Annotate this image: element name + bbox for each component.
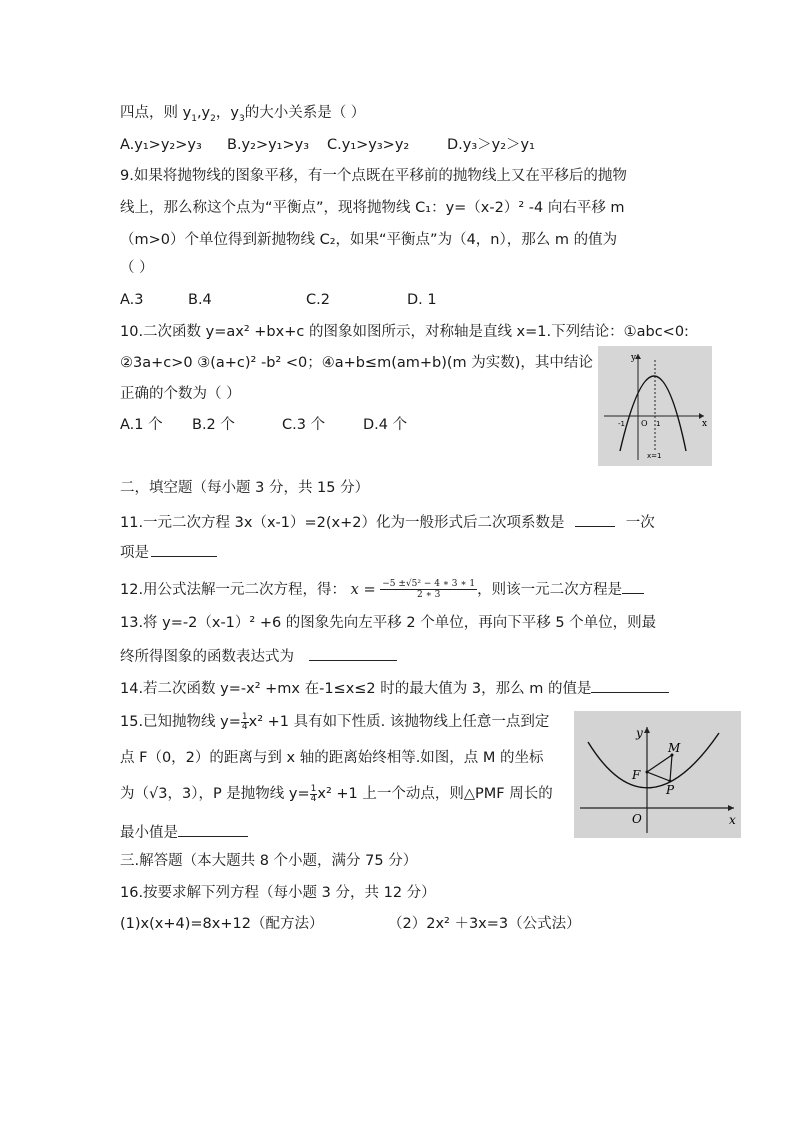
- q13-line-2: 终所得图象的函数表达式为: [120, 644, 397, 667]
- q8-option-d: D.y₃＞y₂＞y₁: [447, 137, 535, 153]
- q8-option-b: B.y₂>y₁>y₃: [227, 137, 310, 153]
- q11-blank-1[interactable]: [575, 510, 615, 527]
- q10-option-b: B.2 个: [192, 417, 235, 433]
- q10-option-a: A.1 个: [120, 417, 163, 433]
- q15-line-3: 为（√3，3），P 是抛物线 y= $\frac{1}{4}$ x² +1 上一个动点，则△PMF 周长的: [120, 783, 553, 804]
- q9-line-2: 线上，那么称这个点为“平衡点”，现将抛物线 C₁：y=（x-2）² -4 向右平移 m: [120, 200, 625, 216]
- q12-line: 12.用公式法解一元二次方程，得： $x = \frac{\text{−5 ±√5² − 4 ∗ 3 ∗ 1}}{2 ∗ 3}$ ，则该一元二次方程是: [120, 577, 644, 601]
- q16-part-2: （2）2x² ＋3x=3（公式法）: [388, 916, 581, 932]
- q15-fig-x-label: x: [729, 813, 736, 827]
- section-2-title: 二，填空题（每小题 3 分，共 15 分）: [120, 480, 370, 496]
- q10-fig-y-label: y: [631, 353, 637, 363]
- q15-fig-point-m: M: [668, 741, 681, 755]
- q8-option-a: A.y₁>y₂>y₃: [120, 137, 202, 153]
- q10-fig-origin: O: [641, 419, 648, 428]
- q10-option-c: C.3 个: [282, 417, 326, 433]
- q11-line-1: 11.一元二次方程 3x（x-1）=2(x+2）化为一般形式后二次项系数是 一次: [120, 510, 655, 533]
- q15-fig-point-f: F: [632, 768, 641, 782]
- q10-parabola-figure: [598, 346, 712, 466]
- q8-stem: 四点，则 $y_1,y_2$，$y_3$的大小关系是（ ）: [120, 105, 366, 124]
- q9-option-a: A.3: [120, 292, 144, 308]
- q15-blank[interactable]: [178, 820, 248, 837]
- q10-fig-tick-pos: 1: [656, 420, 661, 428]
- q16-part-1: (1)x(x+4)=8x+12（配方法）: [120, 916, 324, 932]
- q15-fraction-2: $\frac{1}{4}$: [310, 783, 317, 804]
- q10-fig-tick-neg: -1: [618, 420, 625, 428]
- q15-line-2: 点 F（0，2）的距离与到 x 轴的距离始终相等.如图，点 M 的坐标: [120, 750, 544, 766]
- q10-option-d: D.4 个: [363, 417, 408, 433]
- q10-line-2: ②3a+c>0 ③(a+c)² -b² <0；④a+b≤m(am+b)(m 为实数)，其中结论: [120, 355, 593, 371]
- section-3-title: 三.解答题（本大题共 8 个小题，满分 75 分）: [120, 853, 418, 869]
- q11-line-2: 项是: [120, 540, 217, 563]
- q15-fraction-1: $\frac{1}{4}$: [241, 711, 248, 732]
- q14-blank[interactable]: [591, 676, 669, 693]
- q15-fig-origin: O: [632, 812, 642, 826]
- q9-line-1: 9.如果将抛物线的图象平移，有一个点既在平移前的抛物线上又在平移后的抛物: [120, 168, 627, 184]
- q12-blank[interactable]: [622, 577, 644, 594]
- q9-option-d: D. 1: [407, 292, 437, 308]
- q11-blank-2[interactable]: [151, 540, 217, 557]
- q13-blank[interactable]: [309, 644, 397, 661]
- q15-fig-y-label: y: [636, 726, 643, 740]
- q15-parabola-figure: [574, 711, 741, 838]
- q9-option-c: C.2: [306, 292, 330, 308]
- q15-fig-point-p: P: [666, 783, 675, 797]
- q10-line-3: 正确的个数为（ ）: [120, 386, 241, 402]
- q14-line-1: 14.若二次函数 y=-x² +mx 在-1≤x≤2 时的最大值为 3，那么 m 的值是: [120, 676, 669, 699]
- q15-line-1: 15.已知抛物线 y= $\frac{1}{4}$ x² +1 具有如下性质. 该抛物线上任意一点到定: [120, 711, 550, 732]
- q12-formula: $\frac{\text{−5 ±√5² − 4 ∗ 3 ∗ 1}}{2 ∗ 3}$: [382, 579, 476, 600]
- q15-line-4: 最小值是: [120, 820, 248, 843]
- q16-title: 16.按要求解下列方程（每小题 3 分，共 12 分）: [120, 885, 436, 901]
- q9-option-b: B.4: [188, 292, 212, 308]
- q13-line-1: 13.将 y=-2（x-1）² +6 的图象先向左平移 2 个单位，再向下平移 5 个单位，则最: [120, 615, 657, 631]
- q10-line-1: 10.二次函数 y=ax² +bx+c 的图象如图所示，对称轴是直线 x=1.下列结论：①abc<0:: [120, 324, 689, 340]
- q9-line-3: （m>0）个单位得到新抛物线 C₂，如果“平衡点”为（4，n），那么 m 的值为: [120, 232, 618, 248]
- q8-option-c: C.y₁>y₃>y₂: [327, 137, 410, 153]
- q10-fig-axis-label: x=1: [647, 452, 662, 460]
- q9-line-4: （ ）: [120, 260, 154, 276]
- q10-fig-x-label: x: [702, 419, 708, 429]
